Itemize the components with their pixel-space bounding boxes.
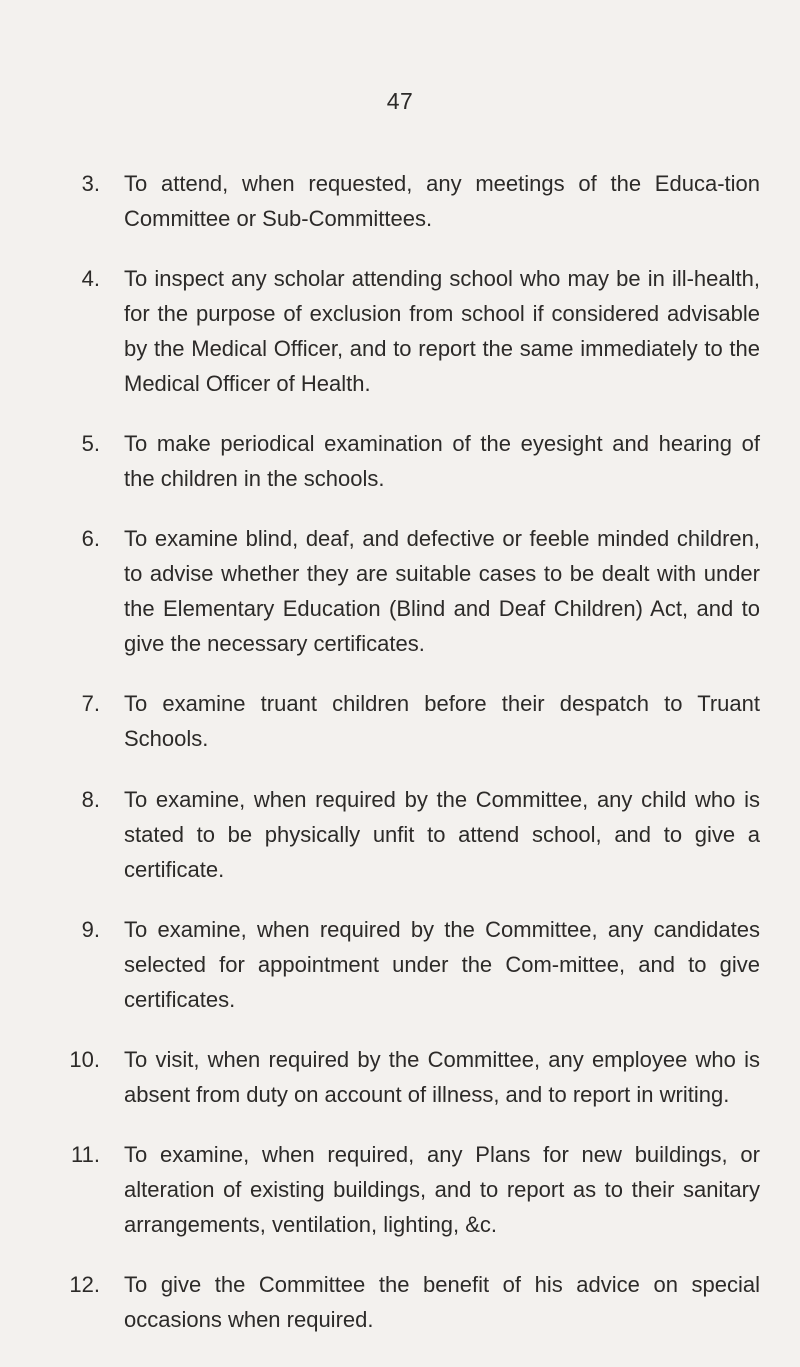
item-number: 10. [69, 1046, 100, 1072]
item-number: 7. [81, 691, 100, 717]
item-number: 4. [81, 266, 100, 292]
item-number: 12. [69, 1272, 100, 1297]
item-number: 5. [81, 431, 100, 457]
item-number: 6. [81, 526, 100, 552]
item-text: To inspect any scholar attending school who may be in ill-health, for the purpose of exclusion from school if considered advisable by the Medical Officer, and to report the same immediately to the Medical Officer of Health. [124, 266, 760, 397]
item-text: To examine, when required by the Committee, any candidates selected for appointment under the Com-mittee, and to give certificates. [124, 916, 760, 1012]
item-text: To examine truant children before their despatch to Truant Schools. [124, 691, 760, 752]
item-number: 8. [81, 786, 100, 812]
item-text: To make periodical examination of the eyesight and hearing of the children in the schools. [124, 431, 760, 492]
item-text: To examine, when required by the Committee, any child who is stated to be physically unfit to attend school, and to give a certificate. [124, 786, 760, 882]
page-number: 47 [386, 88, 414, 114]
item-text: To visit, when required by the Committee, any employee who is absent from duty on account of illness, and to report in writing. [124, 1046, 760, 1107]
item-text: To give the Committee the benefit of his advice on special occasions when required. [124, 1272, 760, 1332]
item-number: 9. [81, 916, 100, 942]
item-number: 3. [81, 171, 100, 196]
item-number: 11. [71, 1141, 100, 1167]
item-text: To attend, when requested, any meetings of the Educa-tion Committee or Sub-Committees. [124, 171, 760, 231]
item-text: To examine blind, deaf, and defective or feeble minded children, to advise whether they are suitable cases to be dealt with under the Elementary Education (Blind and Deaf Children) Act, and to give the necessary certificates. [124, 526, 760, 657]
item-text: To examine, when required, any Plans for new buildings, or alteration of existing buildings, and to report as to their sanitary arrangements, ventilation, lighting, &c. [124, 1141, 760, 1237]
